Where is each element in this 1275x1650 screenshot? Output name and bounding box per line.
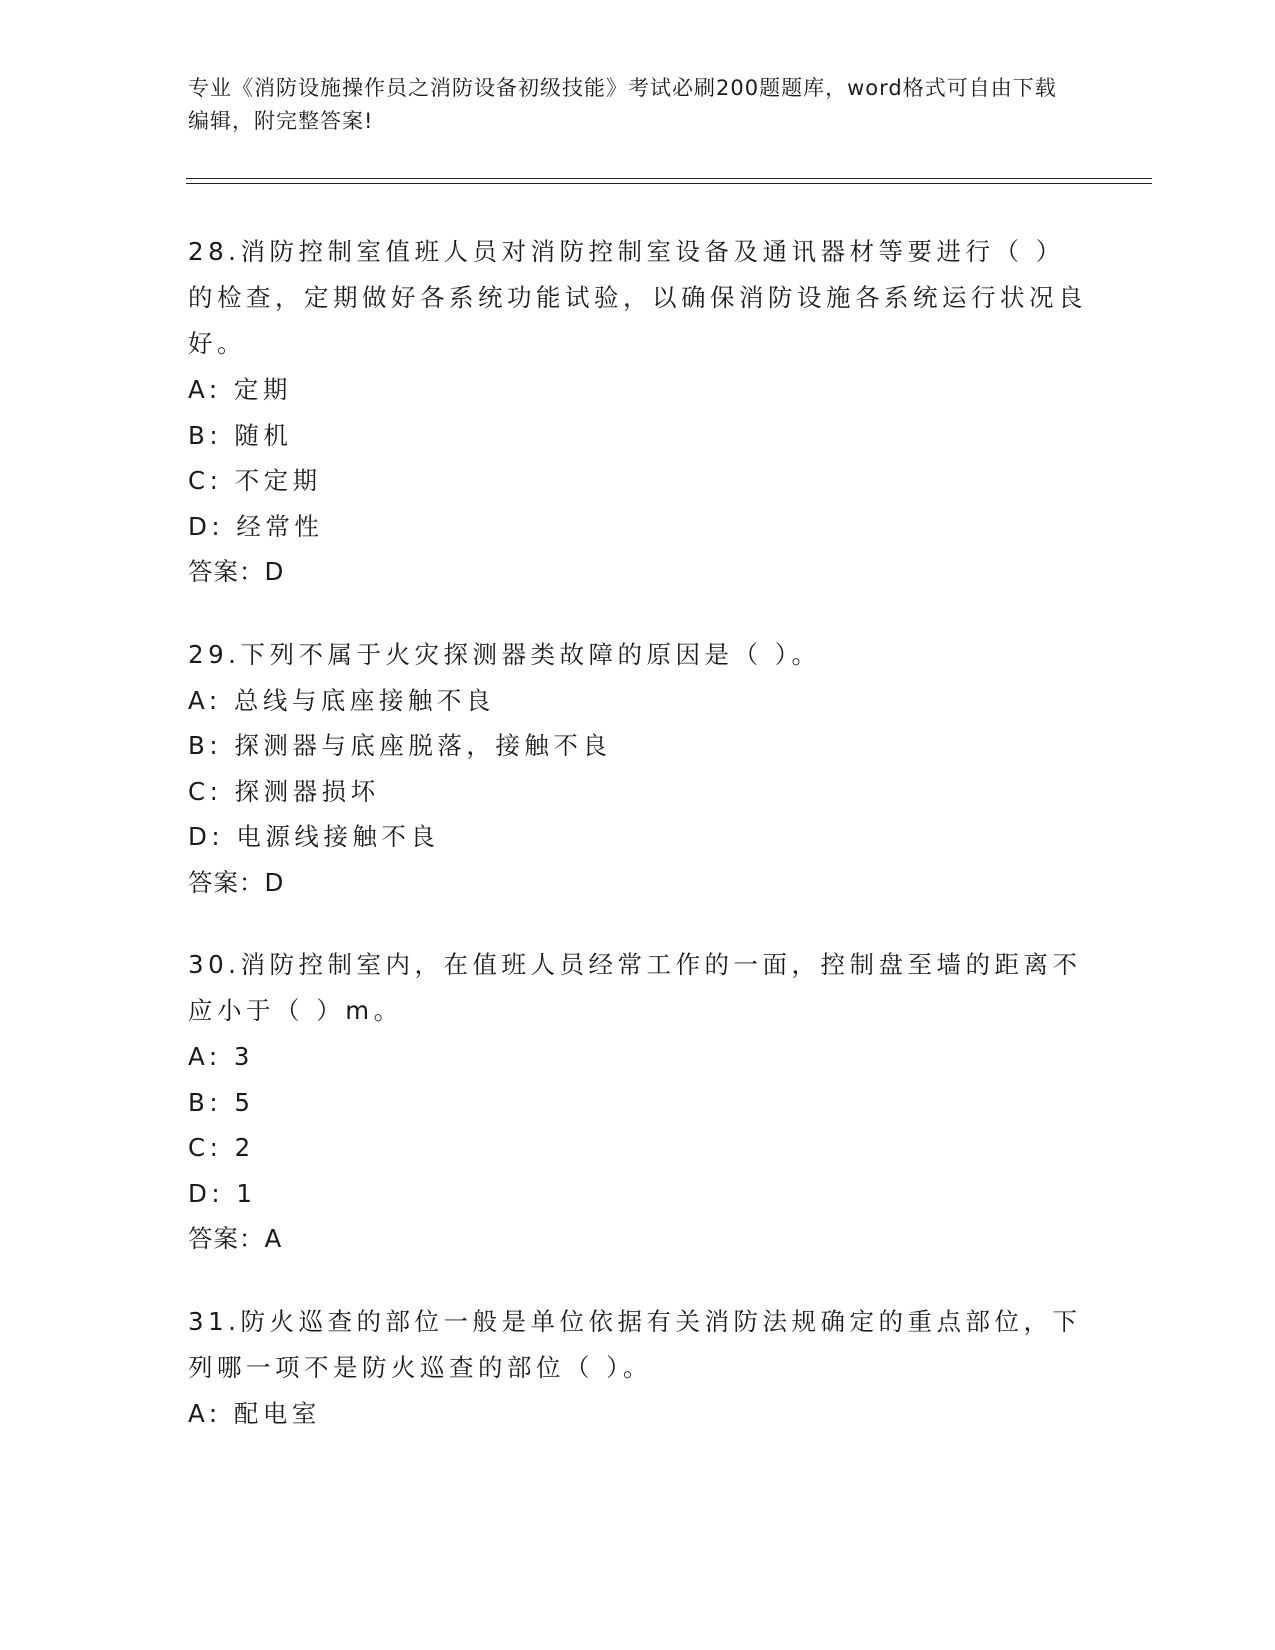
option-text: 1	[236, 1178, 257, 1208]
option-separator: :	[211, 511, 237, 541]
question-30	[188, 942, 1088, 1262]
option-separator: :	[211, 1178, 237, 1208]
question-28	[188, 229, 1088, 595]
option-letter: A	[188, 375, 209, 404]
option-separator: :	[209, 731, 235, 760]
option-text: 总线与底座接触不良	[233, 685, 495, 715]
option-text: 定期	[233, 375, 292, 404]
option-c	[188, 769, 1088, 815]
answer-line: 答案：D	[188, 557, 285, 586]
option-text: 5	[234, 1087, 255, 1117]
option-separator: :	[211, 822, 237, 851]
option-letter: B	[188, 1087, 210, 1117]
header-rule-top	[186, 178, 1152, 179]
option-text: 经常性	[236, 511, 324, 541]
option-letter: D	[188, 511, 212, 541]
document-header: 专业《消防设施操作员之消防设备初级技能》考试必刷200题题库，word格式可自由下载编辑，附完整答案!	[188, 76, 1057, 133]
question-31	[188, 1299, 1088, 1437]
option-text: 探测器与底座脱落，接触不良	[234, 731, 612, 760]
option-d	[188, 814, 1088, 860]
answer-line: 答案：D	[188, 867, 285, 897]
option-c	[188, 1125, 1088, 1171]
option-b	[188, 1080, 1088, 1126]
option-text: 探测器损坏	[234, 776, 380, 806]
option-b	[188, 723, 1088, 769]
option-letter: D	[188, 1178, 212, 1208]
option-text: 2	[234, 1133, 255, 1162]
option-separator: :	[209, 776, 235, 806]
option-a	[188, 1034, 1088, 1080]
option-separator: :	[209, 1087, 235, 1117]
question-stem: 28.消防控制室值班人员对消防控制室设备及通讯器材等要进行（ ）的检查，定期做好各系统功能试验，以确保消防设施各系统运行状况良好。	[188, 237, 1087, 358]
option-d	[188, 504, 1088, 550]
header-rule-bottom	[186, 183, 1152, 184]
option-separator: :	[208, 1398, 234, 1428]
option-b	[188, 413, 1088, 459]
option-separator: :	[209, 1133, 235, 1162]
option-letter: A	[188, 1042, 209, 1071]
option-text: 不定期	[234, 466, 322, 495]
option-letter: B	[188, 731, 210, 760]
option-letter: C	[188, 466, 210, 495]
option-letter: D	[188, 822, 212, 851]
option-letter: A	[188, 1398, 209, 1428]
option-letter: A	[188, 685, 209, 715]
option-separator: :	[208, 375, 234, 404]
question-stem: 31.防火巡查的部位一般是单位依据有关消防法规确定的重点部位，下列哪一项不是防火巡查的部位（ ）。	[188, 1306, 1082, 1382]
question-29	[188, 632, 1088, 906]
option-a	[188, 678, 1088, 724]
option-letter: C	[188, 776, 210, 806]
option-a	[188, 367, 1088, 413]
option-text: 配电室	[233, 1398, 321, 1428]
option-text: 3	[233, 1042, 254, 1071]
question-stem: 29.下列不属于火灾探测器类故障的原因是（ ）。	[188, 639, 821, 669]
option-text: 电源线接触不良	[236, 822, 440, 851]
answer-line: 答案：A	[188, 1224, 283, 1253]
option-separator: :	[208, 685, 234, 715]
option-d	[188, 1171, 1088, 1217]
question-list	[188, 229, 1088, 1473]
option-separator: :	[209, 466, 235, 495]
option-c	[188, 458, 1088, 504]
option-separator: :	[209, 420, 235, 450]
option-letter: B	[188, 420, 210, 450]
option-letter: C	[188, 1133, 210, 1162]
option-a	[188, 1391, 1088, 1437]
option-separator: :	[208, 1042, 234, 1071]
question-stem: 30.消防控制室内，在值班人员经常工作的一面，控制盘至墙的距离不应小于（ ）m。	[188, 950, 1082, 1025]
option-text: 随机	[234, 420, 293, 450]
